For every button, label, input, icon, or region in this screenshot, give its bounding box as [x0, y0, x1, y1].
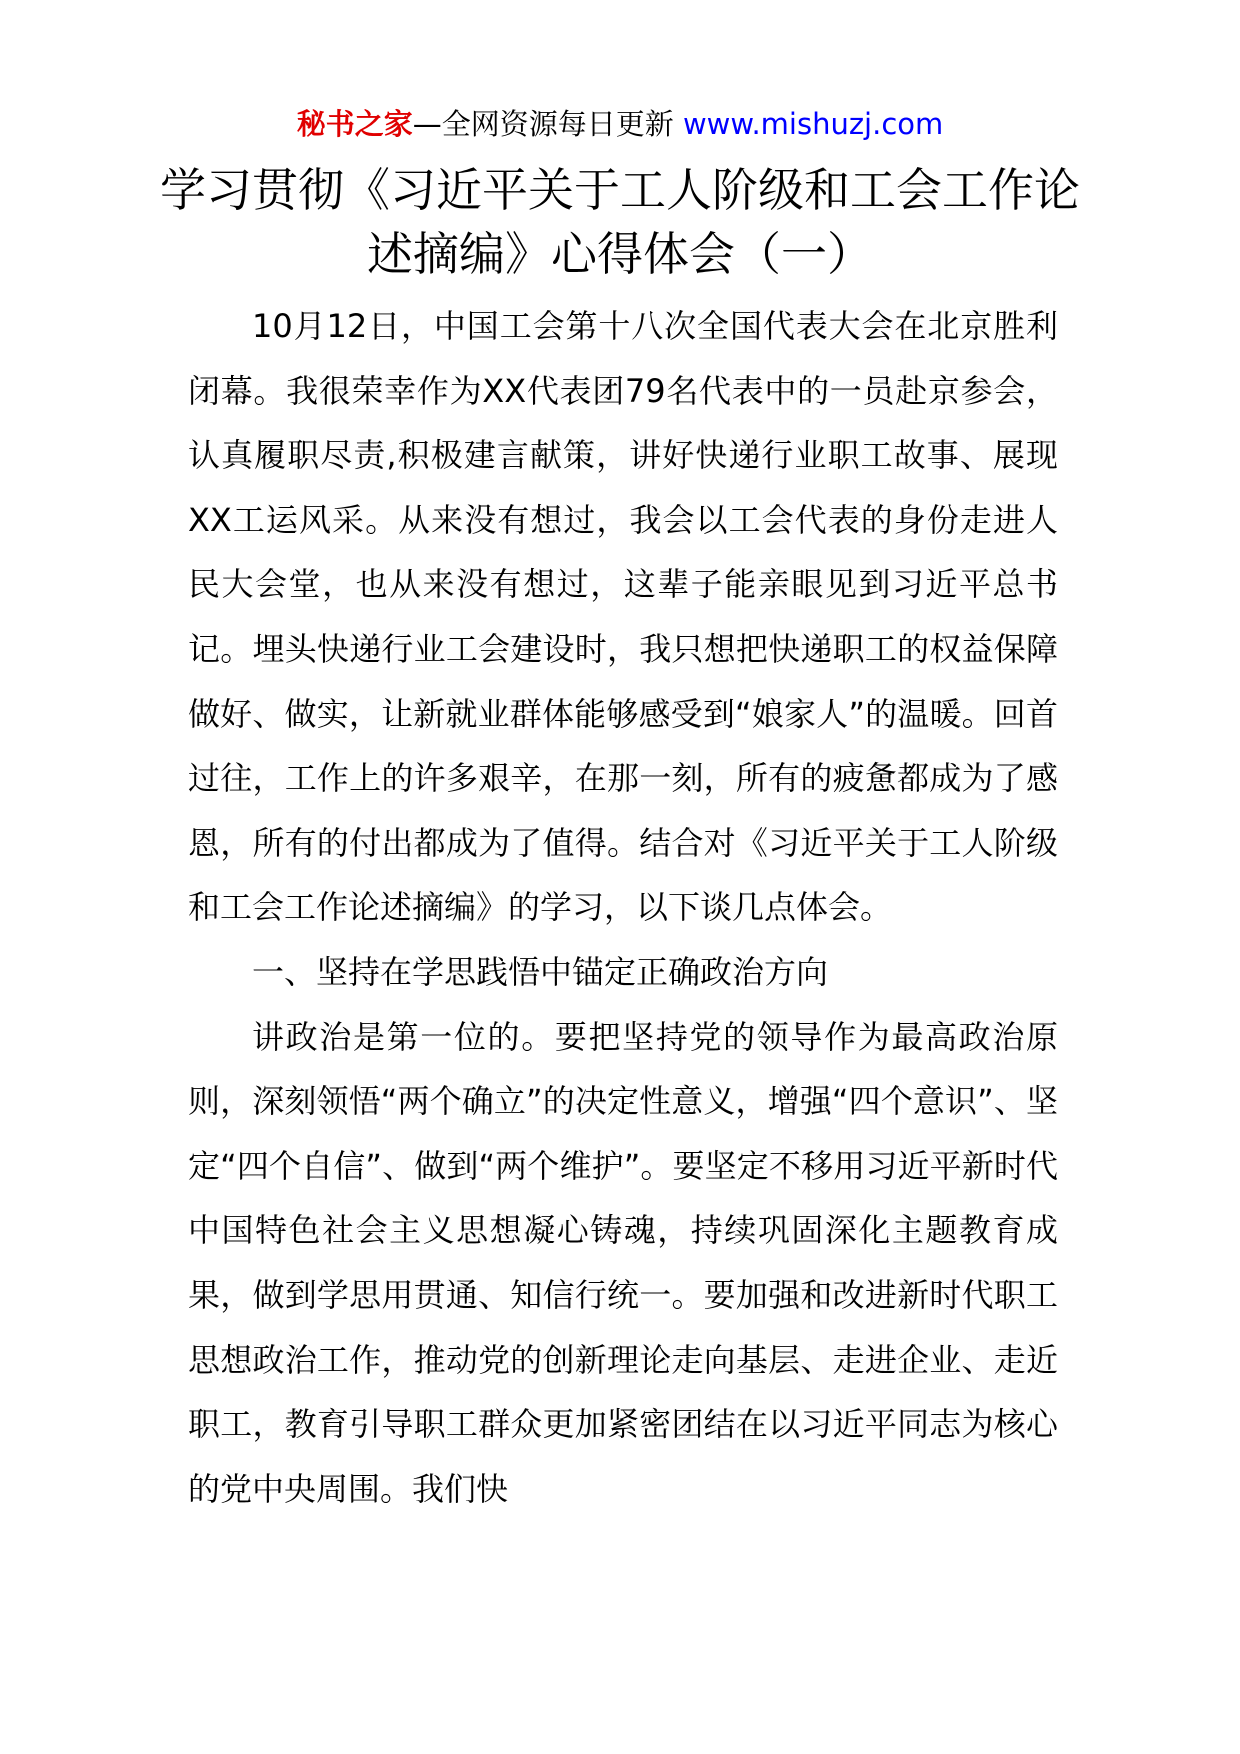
paragraph-intro: 10月12日，中国工会第十八次全国代表大会在北京胜利闭幕。我很荣幸作为XX代表团79名代表中的一员赴京参会，认真履职尽责,积极建言献策，讲好快递行业职工故事、展现XX工运风采。从来没有想过，我会以工会代表的身份走进人民大会堂，也从来没有想过，这辈子能亲眼见到习近平总书记。埋头快递行业工会建设时，我只想把快递职工的权益保障做好、做实，让新就业群体能够感受到“娘家人”的温暖。回首过往，工作上的许多艰辛，在那一刻，所有的疲惫都成为了感恩，所有的付出都成为了值得。结合对《习近平关于工人阶级和工会工作论述摘编》的学习，以下谈几点体会。	[188, 307, 1058, 927]
brand-name: 秘书之家	[296, 107, 413, 141]
document-body	[188, 294, 1058, 1521]
header-slogan: —全网资源每日更新	[412, 107, 674, 141]
paragraph-section-1: 讲政治是第一位的。要把坚持党的领导作为最高政治原则，深刻领悟“两个确立”的决定性意义，增强“四个意识”、坚定“四个自信”、做到“两个维护”。要坚定不移用习近平新时代中国特色社会主义思想凝心铸魂，持续巩固深化主题教育成果，做到学思用贯通、知信行统一。要加强和改进新时代职工思想政治工作，推动党的创新理论走向基层、走进企业、走近职工，教育引导职工群众更加紧密团结在以习近平同志为核心的党中央周围。我们快	[188, 1017, 1058, 1508]
website-link[interactable]: www.mishuzj.com	[682, 107, 944, 141]
source-header	[0, 104, 1240, 144]
document-title: 学习贯彻《习近平关于工人阶级和工会工作论述摘编》心得体会（一）	[160, 163, 1080, 281]
section-heading-1: 一、坚持在学思践悟中锚定正确政治方向	[252, 952, 829, 991]
